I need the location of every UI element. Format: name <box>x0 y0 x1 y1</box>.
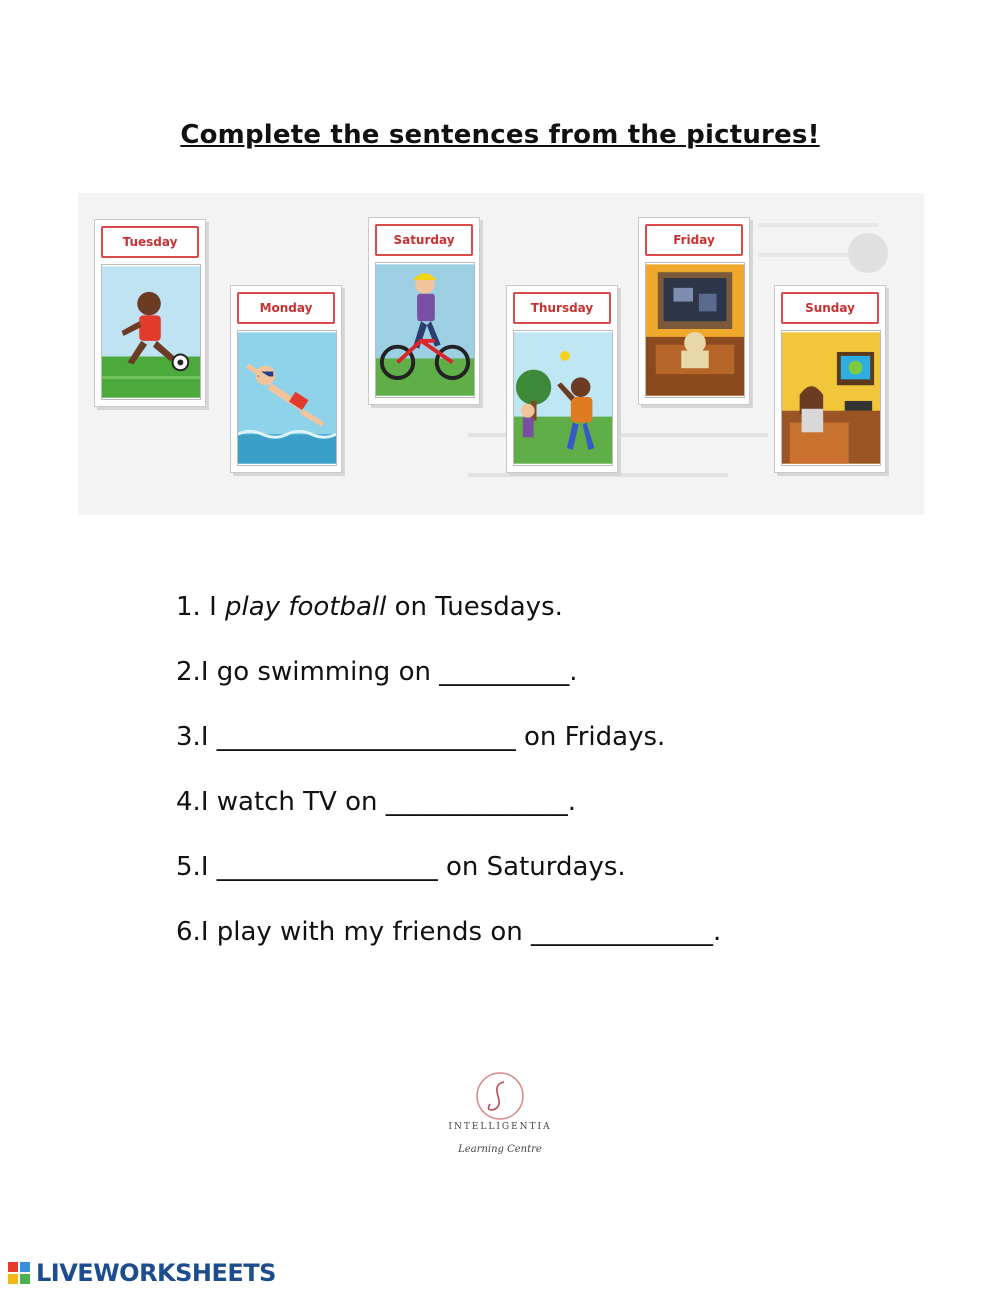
sentence-text: I <box>200 592 226 622</box>
logo-subtitle: Learning Centre <box>458 1144 542 1155</box>
liveworksheets-brand[interactable] <box>8 1258 276 1288</box>
faded-line <box>758 253 858 257</box>
sentence-2 <box>176 657 936 722</box>
sentence-list <box>176 592 936 982</box>
faded-line <box>758 223 878 227</box>
sentence-text-end: on Tuesdays. <box>386 592 563 622</box>
playing-friends-icon <box>513 330 613 466</box>
intelligentia-logo <box>430 1070 570 1170</box>
card-day-label: Sunday <box>781 292 879 324</box>
sentence-text[interactable]: I _______________________ on Fridays. <box>200 722 666 752</box>
logo-name: INTELLIGENTIA <box>448 1122 552 1132</box>
sentence-1 <box>176 592 936 657</box>
sentence-3 <box>176 722 936 787</box>
card-day-label: Friday <box>645 224 743 256</box>
sentence-text[interactable]: I go swimming on __________. <box>200 657 578 687</box>
worksheet-title: Complete the sentences from the pictures! <box>180 120 820 150</box>
sentence-number: 4. <box>176 787 201 817</box>
sentence-5 <box>176 852 936 917</box>
card-day-label: Saturday <box>375 224 473 256</box>
picture-panel <box>78 193 924 515</box>
card-tuesday <box>94 219 206 407</box>
card-day-label: Monday <box>237 292 335 324</box>
brand-name: LIVEWORKSHEETS <box>36 1259 276 1287</box>
card-sunday <box>774 285 886 473</box>
card-friday <box>638 217 750 405</box>
example-answer: play football <box>225 592 387 622</box>
card-thursday <box>506 285 618 473</box>
card-saturday <box>368 217 480 405</box>
faded-badge <box>848 233 888 273</box>
card-monday <box>230 285 342 473</box>
sentence-4 <box>176 787 936 852</box>
card-day-label: Thursday <box>513 292 611 324</box>
sentence-number: 3. <box>176 722 201 752</box>
card-day-label: Tuesday <box>101 226 199 258</box>
sentence-number: 6. <box>176 917 201 947</box>
logo-emblem-icon <box>430 1070 570 1122</box>
sentence-number: 5. <box>176 852 201 882</box>
football-icon <box>101 264 201 400</box>
sentence-text[interactable]: I watch TV on ______________. <box>200 787 577 817</box>
watching-tv-icon <box>645 262 745 398</box>
sunday-tv-icon <box>781 330 881 466</box>
faded-line <box>468 473 728 477</box>
sentence-number: 2. <box>176 657 201 687</box>
cycling-icon <box>375 262 475 398</box>
swimming-icon <box>237 330 337 466</box>
sentence-number: 1. <box>176 592 201 622</box>
sentence-text[interactable]: I _________________ on Saturdays. <box>200 852 626 882</box>
sentence-6 <box>176 917 936 982</box>
liveworksheets-logo-icon <box>8 1262 30 1284</box>
sentence-text[interactable]: I play with my friends on ______________. <box>200 917 722 947</box>
